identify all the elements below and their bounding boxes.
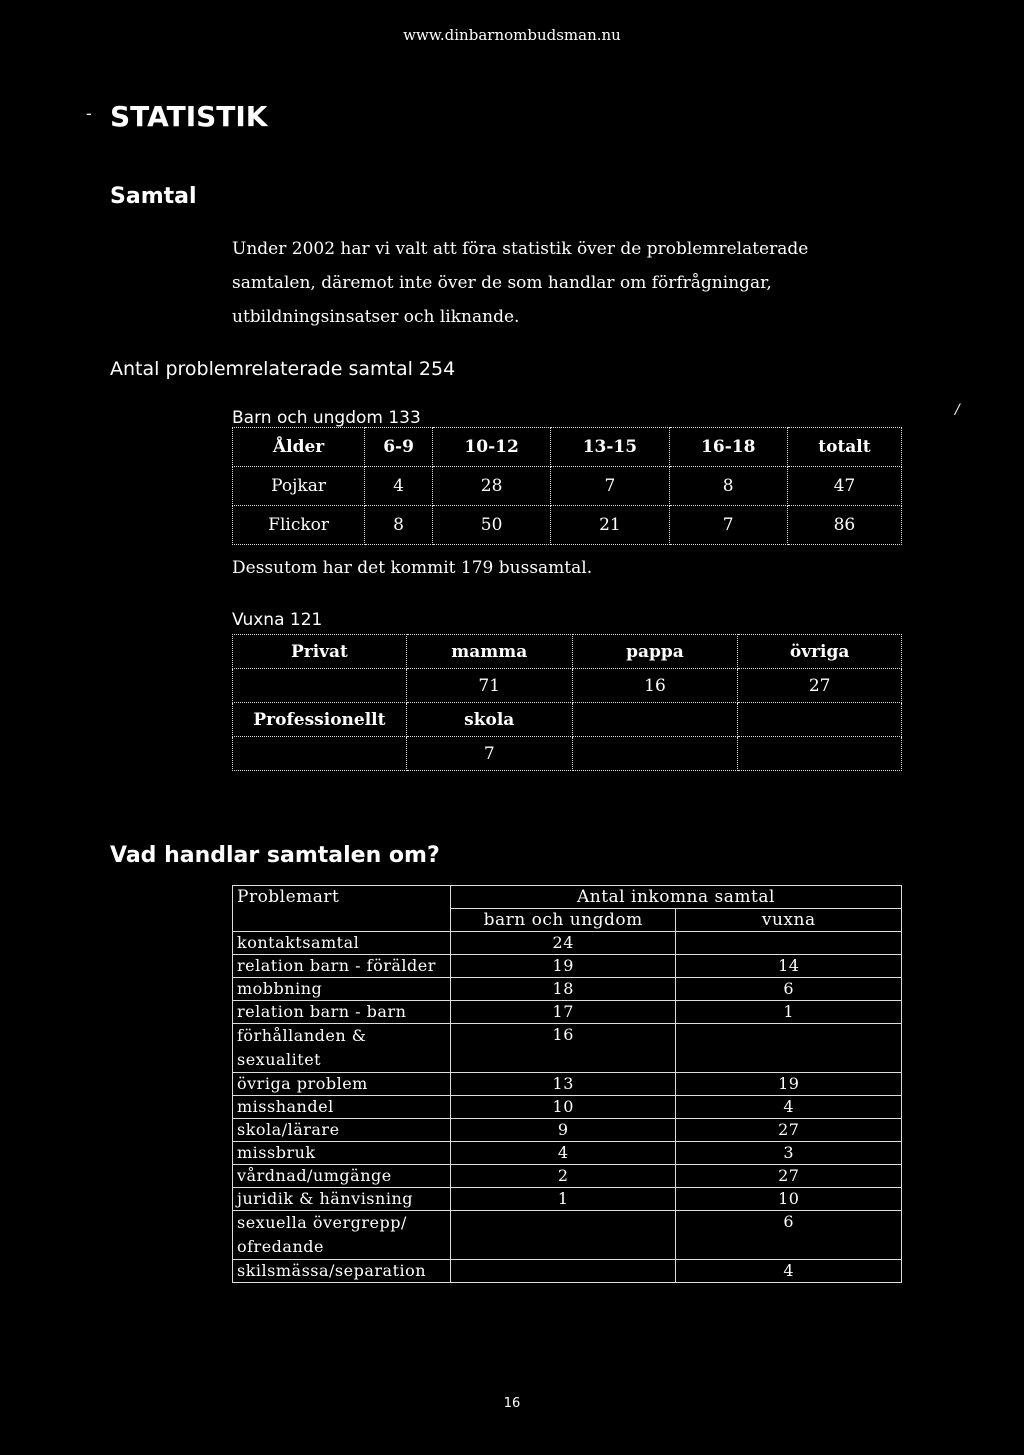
children-heading: Barn och ungdom 133: [232, 408, 421, 428]
table-cell: 13-15: [551, 428, 669, 467]
table-row: [233, 1211, 902, 1260]
table-row: [233, 737, 902, 771]
table-cell: 1: [450, 1188, 676, 1211]
table-row: [233, 955, 902, 978]
table-cell: 2: [450, 1165, 676, 1188]
table-row: [233, 1096, 902, 1119]
table-cell: sexuella övergrepp/ ofredande: [233, 1211, 451, 1260]
table-cell: 21: [551, 506, 669, 545]
table-row: [233, 506, 902, 545]
margin-mark: -: [86, 104, 92, 123]
table-row: [233, 1119, 902, 1142]
table-cell: 6: [676, 978, 902, 1001]
table-cell: [676, 1024, 902, 1073]
table-cell: relation barn - barn: [233, 1001, 451, 1024]
table-cell: 9: [450, 1119, 676, 1142]
table-cell: förhållanden & sexualitet: [233, 1024, 451, 1073]
table-row: [233, 1260, 902, 1283]
table-header-row: [233, 886, 902, 909]
table-cell: 27: [676, 1165, 902, 1188]
table-cell: 27: [676, 1119, 902, 1142]
table-cell: 7: [551, 467, 669, 506]
table-cell: totalt: [787, 428, 901, 467]
table-cell: 6: [676, 1211, 902, 1260]
table-cell: vårdnad/umgänge: [233, 1165, 451, 1188]
table-cell: 4: [365, 467, 433, 506]
table-cell: 16: [572, 669, 738, 703]
intro-line: Under 2002 har vi valt att föra statistik över de problemrelaterade: [232, 239, 809, 259]
table-cell: missbruk: [233, 1142, 451, 1165]
table-row: [233, 1188, 902, 1211]
table-cell: [233, 737, 407, 771]
page-number: 16: [503, 1396, 521, 1411]
column-header-adults: vuxna: [676, 909, 902, 932]
column-header-group: Antal inkomna samtal: [450, 886, 901, 909]
table-row: [233, 978, 902, 1001]
section-heading: Samtal: [110, 184, 197, 209]
table-cell: [572, 703, 738, 737]
site-url: www.dinbarnombudsman.nu: [403, 26, 621, 44]
table-cell: 7: [406, 737, 572, 771]
intro-line: utbildningsinsatser och liknande.: [232, 307, 520, 327]
table-cell: skola: [406, 703, 572, 737]
table-cell: 10: [450, 1096, 676, 1119]
table-cell: [450, 1211, 676, 1260]
table-cell: 1: [676, 1001, 902, 1024]
table-cell: 4: [450, 1142, 676, 1165]
table-cell: övriga problem: [233, 1073, 451, 1096]
table-cell: Ålder: [233, 428, 365, 467]
table-cell: skilsmässa/separation: [233, 1260, 451, 1283]
table-cell: [676, 932, 902, 955]
topics-table: [232, 885, 902, 1283]
intro-line: samtalen, däremot inte över de som handlar om förfrågningar,: [232, 273, 772, 293]
table-cell: pappa: [572, 635, 738, 669]
table-cell: 8: [669, 467, 787, 506]
table-cell: 8: [365, 506, 433, 545]
table-cell: 19: [676, 1073, 902, 1096]
table-row: [233, 1024, 902, 1073]
table-cell: 10: [676, 1188, 902, 1211]
table-cell: 13: [450, 1073, 676, 1096]
table-cell: Flickor: [233, 506, 365, 545]
table-row: [233, 635, 902, 669]
column-header-problem: Problemart: [233, 886, 451, 932]
page-title: STATISTIK: [110, 100, 268, 133]
table-row: [233, 1165, 902, 1188]
table-cell: 17: [450, 1001, 676, 1024]
extra-note: Dessutom har det kommit 179 bussamtal.: [232, 558, 593, 578]
table-row: [233, 428, 902, 467]
table-cell: [572, 737, 738, 771]
table-cell: 27: [738, 669, 902, 703]
table-cell: kontaktsamtal: [233, 932, 451, 955]
table-row: [233, 1073, 902, 1096]
table-row: [233, 1001, 902, 1024]
table-cell: 71: [406, 669, 572, 703]
adults-heading: Vuxna 121: [232, 610, 323, 630]
stray-mark: /: [955, 402, 960, 418]
table-cell: skola/lärare: [233, 1119, 451, 1142]
table-cell: Pojkar: [233, 467, 365, 506]
table-cell: 3: [676, 1142, 902, 1165]
table-cell: 6-9: [365, 428, 433, 467]
table-cell: [738, 737, 902, 771]
table-cell: 19: [450, 955, 676, 978]
table-row: [233, 932, 902, 955]
table-cell: 16: [450, 1024, 676, 1073]
table-cell: juridik & hänvisning: [233, 1188, 451, 1211]
table-cell: [233, 669, 407, 703]
table-cell: Privat: [233, 635, 407, 669]
table-cell: 50: [432, 506, 550, 545]
table-row: [233, 467, 902, 506]
table-cell: 4: [676, 1096, 902, 1119]
table-cell: 16-18: [669, 428, 787, 467]
table-cell: 86: [787, 506, 901, 545]
table-cell: mobbning: [233, 978, 451, 1001]
table-cell: 10-12: [432, 428, 550, 467]
adults-table: [232, 634, 902, 771]
table-row: [233, 703, 902, 737]
table-cell: 28: [432, 467, 550, 506]
table-cell: 7: [669, 506, 787, 545]
column-header-children: barn och ungdom: [450, 909, 676, 932]
table-cell: relation barn - förälder: [233, 955, 451, 978]
table-cell: misshandel: [233, 1096, 451, 1119]
topics-heading: Vad handlar samtalen om?: [110, 843, 440, 868]
table-cell: mamma: [406, 635, 572, 669]
table-cell: 24: [450, 932, 676, 955]
table-cell: Professionellt: [233, 703, 407, 737]
table-cell: [738, 703, 902, 737]
table-cell: övriga: [738, 635, 902, 669]
table-row: [233, 669, 902, 703]
table-cell: [450, 1260, 676, 1283]
table-cell: 18: [450, 978, 676, 1001]
table-cell: 14: [676, 955, 902, 978]
intro-paragraph: [232, 232, 872, 334]
children-age-table: [232, 427, 902, 545]
table-cell: 47: [787, 467, 901, 506]
table-row: [233, 1142, 902, 1165]
table-cell: 4: [676, 1260, 902, 1283]
total-calls-heading: Antal problemrelaterade samtal 254: [110, 358, 456, 380]
